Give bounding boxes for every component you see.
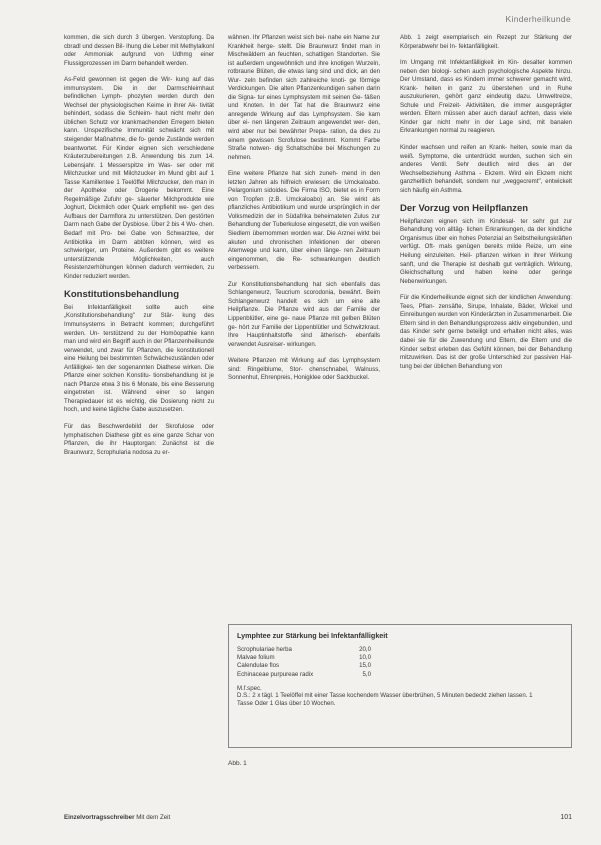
recipe-row <box>237 671 563 679</box>
paragraph: Zur Konstitutionsbehandlung hat sich ebenfalls das Schlangenwurz, Teucrium scorodonia, bewährt. Beim Schlangenwurz handelt es sich um eine alte Heilpflanze. Die Pflanze wird aus der Familie der Lippenblütler, eine ge- naue Pflanze mit gelben Blüten ge- hört zur Familie der Lippenblütler und Schwitzkraut. Ihre Hauptinhaltstoffe sind ätherisch- ebenfalls verwendet Ausreiser- wirkungen. <box>228 280 380 348</box>
section-heading: Konstitutionsbehandlung <box>64 289 180 301</box>
recipe-box <box>228 624 572 748</box>
ingredient-name: Malvae folium <box>237 654 275 662</box>
page-footer <box>64 814 572 821</box>
ingredient-qty: 15,0 <box>359 662 371 670</box>
recipe-row <box>237 654 563 662</box>
paragraph: Eine weitere Pflanze hat sich zuneh- mend in den letzten Jahren als hilfreich erwiesen: die Umckaloabo. Pelargonium sidoides. Die Firma ISO, bietet es in Form von Tropfen (z.B. Umckaloabo) an. Sie wirkt als pflanzliches Antibiotikum und wurde ursprünglich in der Volksmedizin der in Südafrika beheimateten Zulus zur Behandlung der Tuberkulose eingesetzt, die von weißen Siedlern übernommen worden war. Die Arznei wirkt bei akuten und chronischen Infektionen der oberen Atemwege und kann, über einen länge- ren Zeitraum eingenommen, die Re- schwankungen deutlich verbessern. <box>228 170 380 272</box>
page-number: 101 <box>560 814 572 821</box>
recipe-row <box>237 662 563 670</box>
recipe-row <box>237 646 563 654</box>
recipe-label: M.f.spec. <box>237 684 262 692</box>
recipe-usage: D.S.: 2 x tägl. 1 Teelöffel mit einer Tasse kochendem Wasser überbrühen, 5 Minuten bedeckt ziehen lassen. 1 Tasse Oder 1 Glas über 10 Wochen. <box>237 691 533 708</box>
paragraph: Abb. 1 zeigt exemplarisch ein Rezept zur Stärkung der Körperabwehr bei In- fektanfälligkeit. <box>400 34 572 50</box>
column-middle <box>228 34 380 391</box>
paragraph: Heilpflanzen eignen sich im Kindesal- ter sehr gut zur Behandlung von alltäg- lichen Erkrankungen, da der kindliche Organismus über ein hohes Potenzial an Selbstheilungskräften verfügt. Oft- mals genügen bereits milde Reize, um eine Heilung einzuleiten. Heil- pflanzen wirken in ihrer Wirkung sanft, und die Therapie ist deshalb gut verträglich. Wirkung, Gleichschaltung und haben keine oder geringe Nebenwirkungen. <box>400 217 572 285</box>
column-left <box>64 34 214 465</box>
ingredient-name: Scrophulariae herba <box>237 646 292 653</box>
paragraph: Für die Kinderheilkunde eignet sich der kindlichen Anwendung: Tees, Pflan- zensäfte, Sirupe, Inhalate, Bäder, Wickel und Einreibungen wurden von Kinderärzten in Zusammenarbeit. Die Eltern sind in den Behandlungsprozess aktiv eingebunden, und das Kinder sehr gerne beteiligt und erhalten nicht alles, was dabei sie für die Zuwendung und Eltern, die Eltern und die Kinder selbst erleben das Gefühl können, bei der Behandlung mitzuwirken. Das ist der große Unterschied zur passiven Hal- tung bei der üblichen Behandlung von <box>400 294 572 370</box>
figure-caption: Abb. 1 <box>228 760 247 767</box>
ingredient-qty: 20,0 <box>359 646 371 653</box>
ingredient-name: Echinaceae purpureae radix <box>237 670 314 678</box>
paragraph: kommen, die sich durch 3 übergen. Verstopfung. Da cbradl und dessen Bil- lhung die Leber mit Methylalkonl oder Ammoniak aufgrund von Udhmg einer Flussigprozessen im Darm behandelt werden. <box>64 34 214 67</box>
recipe-title: Lymphtee zur Stärkung bei Infektanfälligkeit <box>237 631 388 640</box>
ingredient-qty: 10,0 <box>359 654 371 662</box>
section-heading: Der Vorzug von Heilpflanzen <box>400 203 529 215</box>
journal-name: Einzelvortragsschreiber <box>64 814 135 821</box>
column-right <box>400 34 572 379</box>
paragraph: Für das Beschwerdebild der Skrofulose oder lymphatischen Diathese gibt es eine ganze Schar von Pflanzen, die ihr Hauptorgan: Zunächst ist die Braunwurz, Scrophularia nodosa zu er- <box>64 422 214 456</box>
paragraph: As-Feld gewonnen ist gegen die Wir- kung auf das immunsystem. Die in der Darmschleimhaut befindlichen Lymph- phozyten werden durch den Wechsel der physiologischen Keime in ihrer Ak- tivität behindert, sodass die Schleim- haut nicht mehr den üblichen Schutz vor krankmachenden Erregern bieten kann. Unspezifische Immunität schwächt sich mit steigender Maßnahme, die fo- gende Zustände werden beantwortet. Für Kinder eignen sich verschiedene Kräuterzubereitungen z.B. Anwendung bis zum 14. Lebensjahr. 1 Messerspitze im Was- ser oder mit Milchzucker und mit Milchzucker im Mund gibt auf 1 Tasse Kamillentee 1 Teelöffel Milchzucker, den man in der Apotheke oder Drogerie bekommt. Eine Regelmäßige Zufuhr ge- säuerter Milchprodukte wie Joghurt, Dickmilch oder Quark empfiehlt we- gen des Aufbaus der Darmflora zu unterstützen. Den gestörten Darm nach Gabe der Dysbiose. Über 2 bis 4 Wo- chen. Bedarf mit Pro- bei Gabe von Schwarztee, der Antibiotika im Darm abtöten können, wird es schwieriger, um Proteine. Außerdem gibt es weitere unterstützende Möglichkeiten, auch Resistenzerhöhungen können dadurch vermieden, zu Kinder reduziert werden. <box>64 76 214 280</box>
paragraph: wähnen. Ihr Pflanzen weist sich bei- nahe ein Name zur Krankheit herge- stellt. Die Braunwurz findet man in Mischwäldern an feuchten, schattigen Standorten. Sie ist außerdem ungewöhnlich und ihre knotigen Wurzeln, rotbraune Blüten, die etwas lang sind und dick, an den Wur- zeln befinden sich zahlreiche knoti- ge förmige Verdickungen. Die alten Pflanzenkundigen sahen darin die Signa- tur eines Lymphsystem mit seinen Ge- fäßen und Knoten. In der Tat hat die Braunwurz eine anregende Wirkung auf das Lymphsystem. Sie kam über ei- nen längeren Zeitraum angewendet wer- den, wird aber nur bei bewährter Prepa- ration, da dies zu einem gewissen Scrofulose bestimmt. Kommt Farbe Straße notwen- dig Schaltschübe bei Mischungen zu nehmen. <box>228 34 380 161</box>
paragraph: Weitere Pflanzen mit Wirkung auf das Lymphsystem sind: Ringelblume, Stor- chenschnabel, Walnuss, Sonnenhut, Ehrenpreis, Honigklee oder Sackbuckel. <box>228 357 380 382</box>
paragraph: Im Umgang mit Infektanfälligkeit im Kin- desalter kommen neben den biologi- schen auch psychologische Aspekte hinzu. Der Umstand, dass es Kindern immer schwerer gemacht wird, Krank- heiten in ganz zu überstehen und in Ruhe auszukurieren, gehört ganz eindeutig dazu. Umweltreize, Schule und Freizeit- Aktivitäten, die immer ausgeprägter werden. Eltern müssen aber auch darauf achten, dass viele Kinder gar nicht mehr in der Lage sind, mit banalen Erkrankungen normal zu reagieren. <box>400 59 572 135</box>
ingredient-qty: 5,0 <box>362 670 371 678</box>
journal-suffix: Mit dem Zeit <box>136 814 171 821</box>
ingredient-name: Calendulae flos <box>237 662 280 670</box>
paragraph: Kinder wachsen und reifen an Krank- heiten, sowie man da weiß. Symptome, die unterdrückt wurden, suchen sich ein anderes Ventil. Sehr deutlich wird dies an der Wechselbeziehung Asthma - Ekzem. Wird ein Ekzem nicht ganzheitlich behandelt, sondern nur „weggecremt", entwickelt sich häufig ein Asthma. <box>400 144 572 194</box>
footer-journal <box>64 814 170 821</box>
running-header: Kinderheilkunde <box>505 14 571 24</box>
paragraph: Bei Infektanfälligkeit sollte auch eine „Konstitutionsbehandlung" zur Stär- kung des Immunsystems in Betracht kommen; durchgeführt werden. Un- terstützend zu der Homöopathie kann man und wird ein Begriff auch in der Pflanzenheilkunde verwendet, und zwar für Pflanzen, die konstitutionell eine Heilung bei bestimmten Schwächezuständen oder Anfälligkei- ten der sogenannten Diathese wirken. Die Pflanze einer solchen Konstitu- tionsbehandlung ist je nach Pflanze etwa 3 bis 6 Monate, bis eine Besserung eingetreten ist. Während einer so langen Therapiedauer ist es wichtig, die Dosierung nicht zu hoch, und keine tägliche Gabe auszusetzen. <box>64 303 214 414</box>
